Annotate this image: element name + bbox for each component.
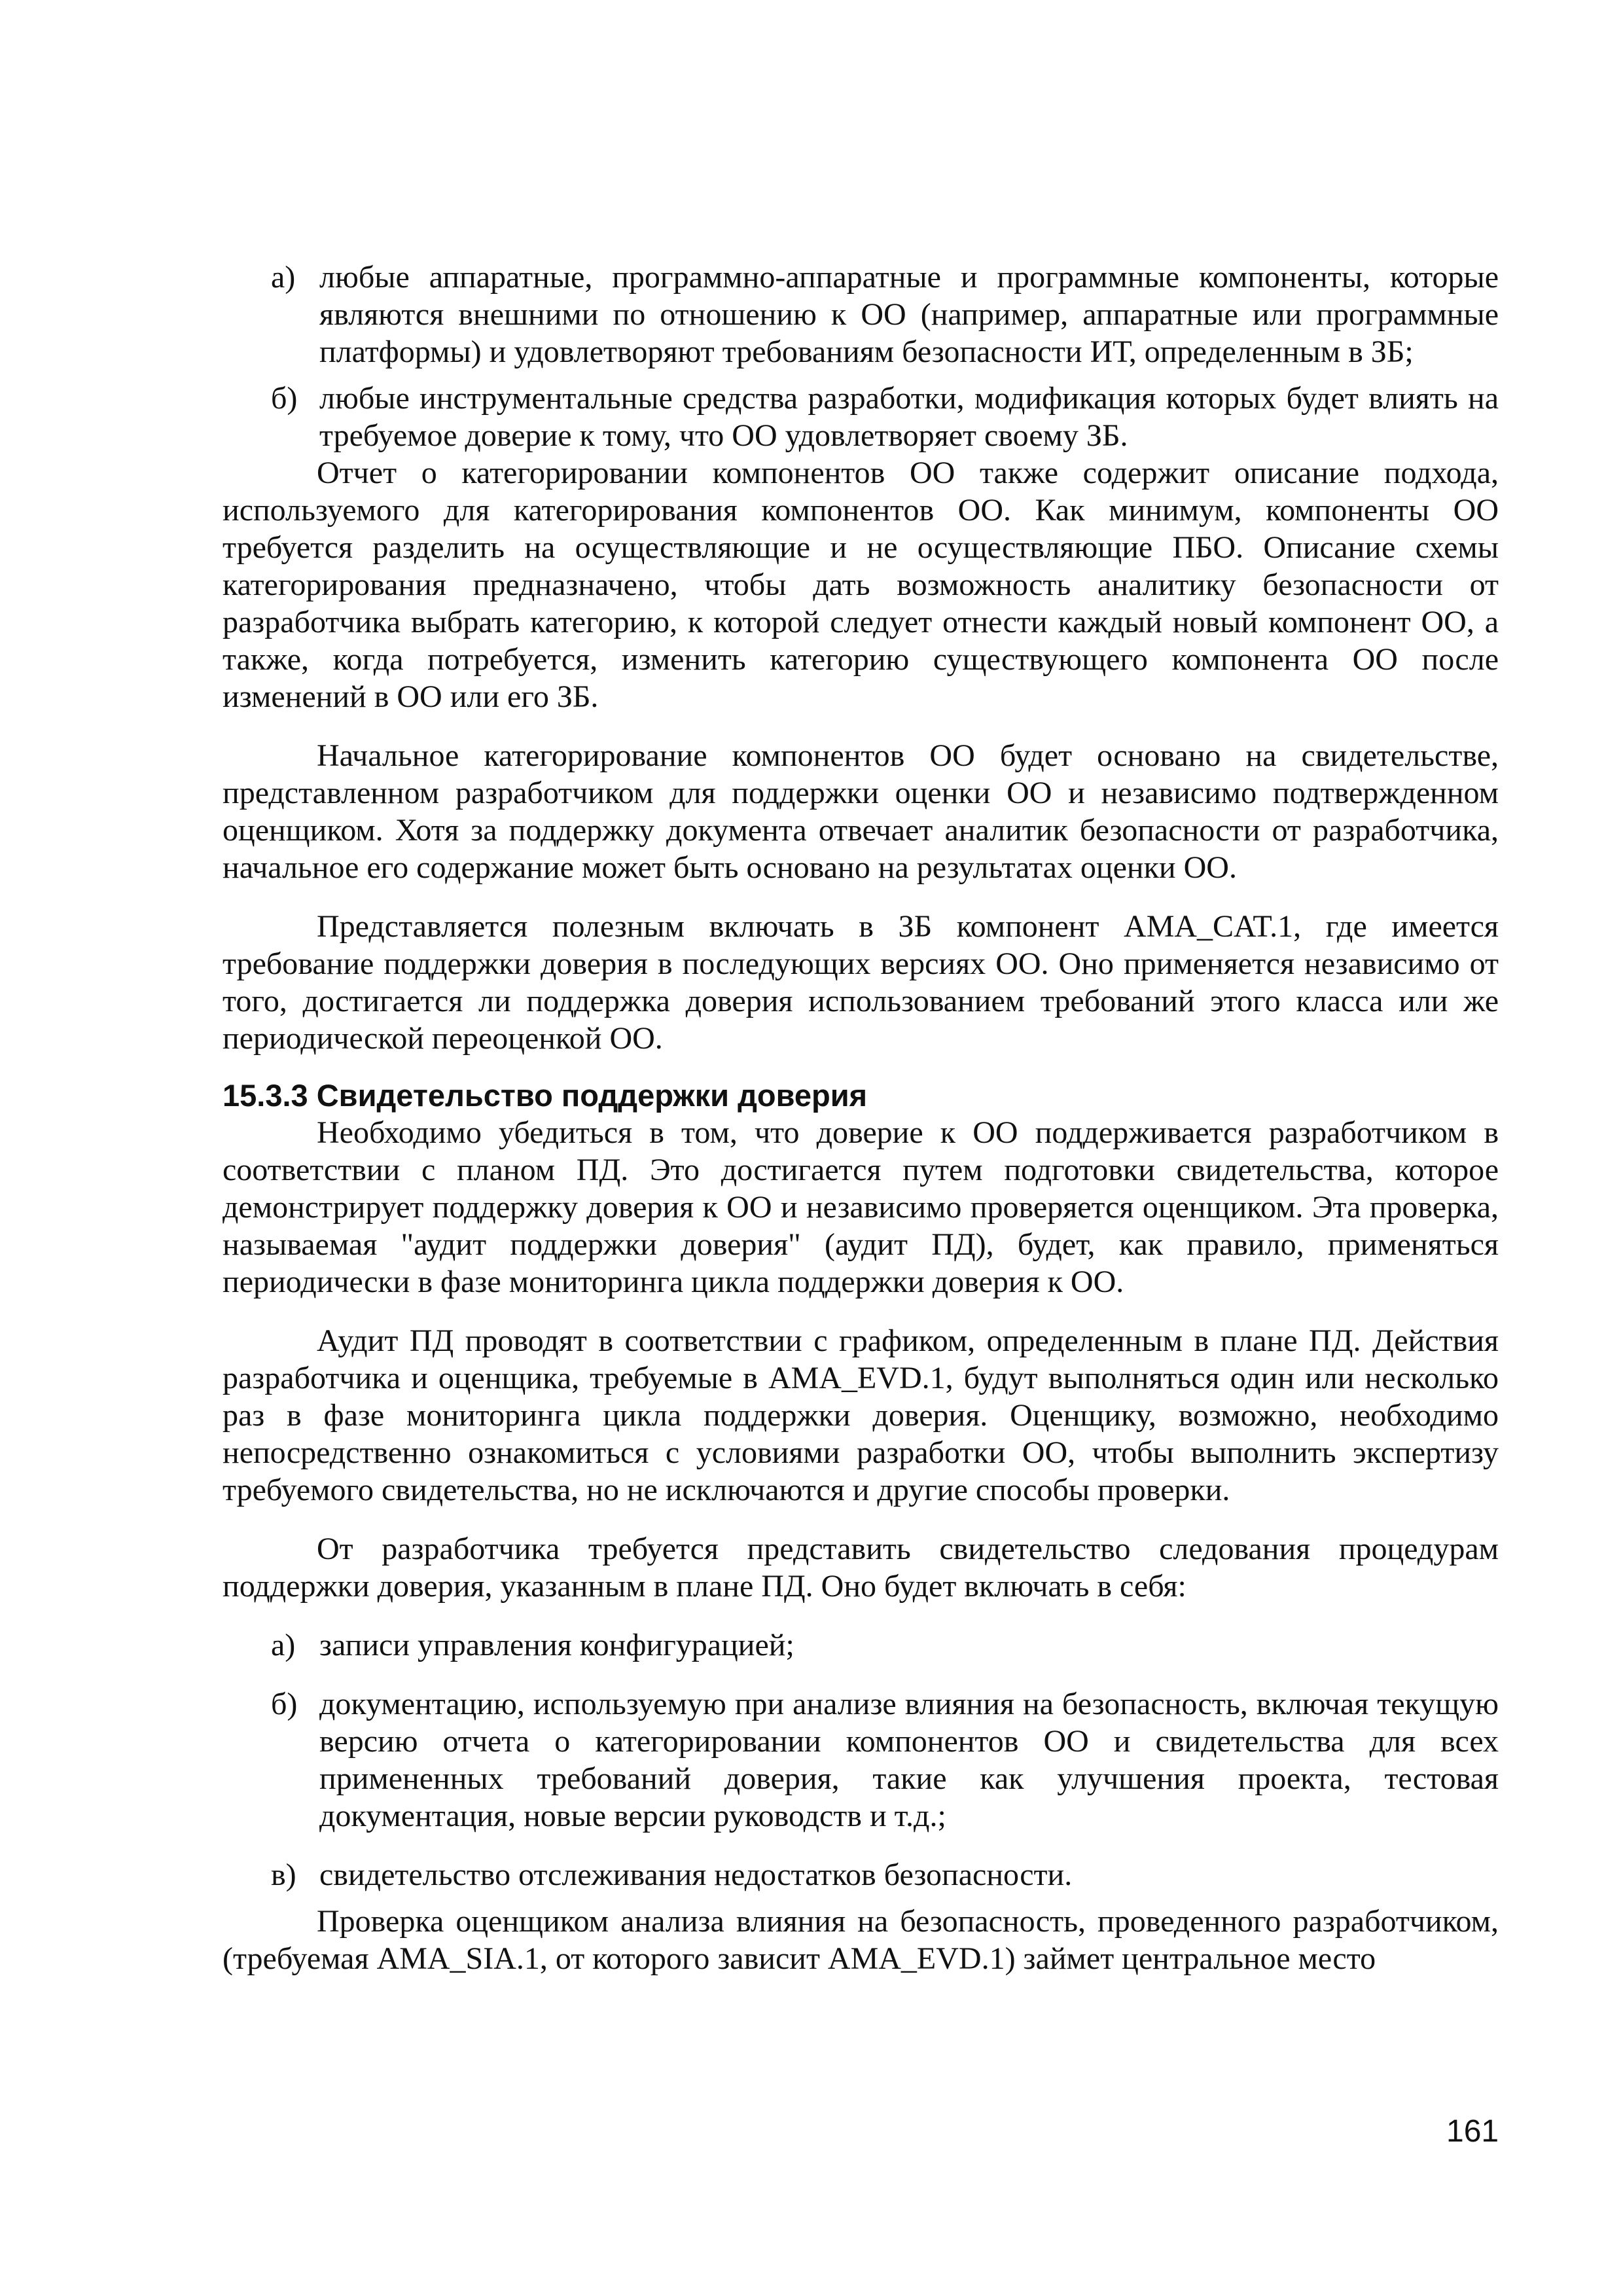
list-item xyxy=(223,259,1499,370)
paragraph: Начальное категорирование компонентов ОО будет основано на свидетельстве, представленном разработчиком для поддержки оценки ОО и независимо подтвержденном оценщиком. Хотя за поддержку документа отвечает аналитик безопасности от разработчика, начальное его содержание может быть основано на результатах оценки ОО. xyxy=(223,738,1499,885)
list-text: записи управления конфигурацией; xyxy=(319,1628,794,1662)
list-item xyxy=(223,1685,1499,1835)
list-marker: в) xyxy=(271,1857,296,1892)
paragraph: Аудит ПД проводят в соответствии с графиком, определенным в плане ПД. Действия разработчика и оценщика, требуемые в AMA_EVD.1, будут выполняться один или несколько раз в фазе мониторинга цикла поддержки доверия. Оценщику, возможно, необходимо непосредственно ознакомиться с условиями разработки ОО, чтобы выполнить экспертизу требуемого свидетельства, но не исключаются и другие способы проверки. xyxy=(223,1323,1499,1507)
page-body xyxy=(223,259,1499,1977)
list-marker: а) xyxy=(271,1628,296,1662)
list-text: любые инструментальные средства разработки, модификация которых будет влиять на требуемое доверие к тому, что ОО удовлетворяет своему ЗБ. xyxy=(319,381,1499,453)
list-text: документацию, используемую при анализе влияния на безопасность, включая текущую версию отчета о категорировании компонентов ОО и свидетельства для всех примененных требований доверия, такие как улучшения проекта, тестовая документация, новые версии руководств и т.д.; xyxy=(319,1687,1499,1833)
list-text: любые аппаратные, программно-аппаратные и программные компоненты, которые являются внешними по отношению к ОО (например, аппаратные или программные платформы) и удовлетворяют требованиям безопасности ИТ, определенным в ЗБ; xyxy=(319,260,1499,369)
page-number: 161 xyxy=(1446,2114,1499,2149)
paragraph: Отчет о категорировании компонентов ОО также содержит описание подхода, используемого для категорирования компонентов ОО. Как минимум, компоненты ОО требуется разделить на осуществляющие и не осуществляющие ПБО. Описание схемы категорирования предназначено, чтобы дать возможность аналитику безопасности от разработчика выбрать категорию, к которой следует отнести каждый новый компонент ОО, а также, когда потребуется, изменить категорию существующего компонента ОО после изменений в ОО или его ЗБ. xyxy=(223,456,1499,714)
paragraph: От разработчика требуется представить свидетельство следования процедурам поддержки доверия, указанным в плане ПД. Оно будет включать в себя: xyxy=(223,1532,1499,1604)
list-item xyxy=(223,380,1499,454)
list-marker: а) xyxy=(271,260,296,295)
paragraph: Необходимо убедиться в том, что доверие к ОО поддерживается разработчиком в соответствии с планом ПД. Это достигается путем подготовки свидетельства, которое демонстрирует поддержку доверия к ОО и независимо проверяется оценщиком. Эта проверка, называемая "аудит поддержки доверия" (аудит ПД), будет, как правило, применяться периодически в фазе мониторинга цикла поддержки доверия к ОО. xyxy=(223,1115,1499,1299)
list-item xyxy=(223,1856,1499,1893)
list-item xyxy=(223,1626,1499,1664)
paragraph: Представляется полезным включать в ЗБ компонент AMA_CAT.1, где имеется требование поддержки доверия в последующих версиях ОО. Оно применяется независимо от того, достигается ли поддержка доверия использованием требований этого класса или же периодической переоценкой ОО. xyxy=(223,909,1499,1056)
paragraph: Проверка оценщиком анализа влияния на безопасность, проведенного разработчиком, (требуемая AMA_SIA.1, от которого зависит AMA_EVD.1) займет центральное место xyxy=(223,1904,1499,1976)
list-text: свидетельство отслеживания недостатков безопасности. xyxy=(319,1857,1073,1892)
list-marker: б) xyxy=(271,381,298,416)
section-heading: 15.3.3 Свидетельство поддержки доверия xyxy=(223,1078,868,1113)
list-marker: б) xyxy=(271,1687,298,1721)
